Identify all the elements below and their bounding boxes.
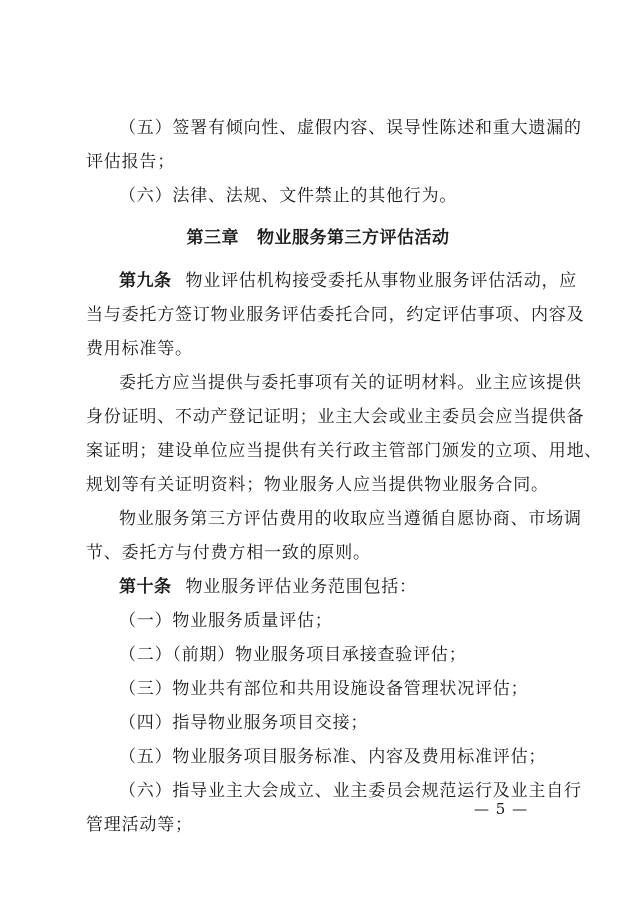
scope-item-2: （二）（前期）物业服务项目承接查验评估； (119, 645, 467, 665)
chapter-heading (0, 221, 636, 255)
scope-item-1: （一）物业服务质量评估； (119, 611, 333, 631)
article-9-line-3: 费用标准等。 (86, 339, 193, 359)
paragraph-fees-line-1: 物业服务第三方评估费用的收取应当遵循自愿协商、市场调 (119, 509, 582, 529)
article-9-line-2: 当与委托方签订物业服务评估委托合同，约定评估事项、内容及 (86, 305, 585, 325)
article-10-number: 第十条 (119, 577, 172, 597)
article-9-text: 物业评估机构接受委托从事物业服务评估活动，应 (185, 271, 578, 291)
scope-item-6-line-1: （六）指导业主大会成立、业主委员会规范运行及业主自行 (119, 781, 582, 801)
scope-item-4: （四）指导物业服务项目交接； (119, 713, 369, 733)
scope-item-3: （三）物业共有部位和共用设施设备管理状况评估； (119, 679, 529, 699)
clause-5-line-2: 评估报告； (86, 152, 175, 172)
article-10-line (119, 570, 556, 604)
paragraph-materials-line-4: 规划等有关证明资料；物业服务人应当提供物业服务合同。 (86, 475, 549, 495)
scope-item-5: （五）物业服务项目服务标准、内容及费用标准评估； (119, 747, 547, 767)
chapter-title: 物业服务第三方评估活动 (257, 228, 450, 248)
chapter-number: 第三章 (186, 228, 239, 248)
scope-item-6-line-2: 管理活动等； (86, 815, 193, 835)
paragraph-materials-line-3: 案证明；建设单位应当提供有关行政主管部门颁发的立项、用地、 (86, 441, 603, 461)
clause-6: （六）法律、法规、文件禁止的其他行为。 (119, 186, 458, 206)
paragraph-materials-line-2: 身份证明、不动产登记证明；业主大会或业主委员会应当提供备 (86, 407, 585, 427)
page-number: — 5 — (474, 800, 529, 818)
article-9-number: 第九条 (119, 271, 172, 291)
article-10-text: 物业服务评估业务范围包括： (185, 577, 417, 597)
clause-5-line-1: （五）签署有倾向性、虚假内容、误导性陈述和重大遗漏的 (119, 118, 582, 138)
paragraph-fees-line-2: 节、委托方与付费方相一致的原则。 (86, 543, 371, 563)
article-9-line-1 (119, 264, 578, 298)
paragraph-materials-line-1: 委托方应当提供与委托事项有关的证明材料。业主应该提供 (119, 373, 582, 393)
